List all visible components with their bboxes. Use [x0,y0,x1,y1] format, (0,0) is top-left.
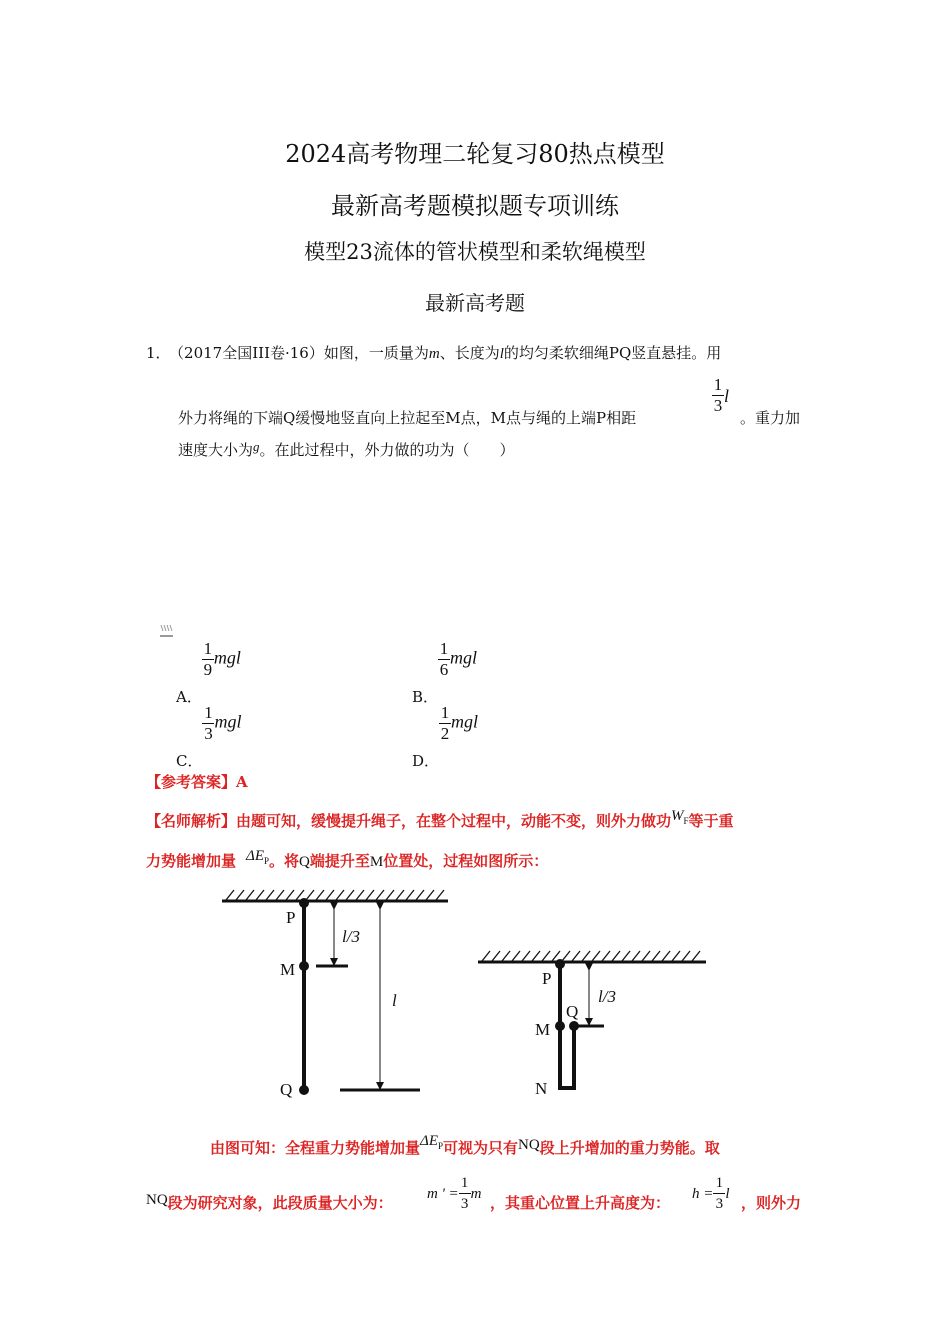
left-point-m [299,961,309,971]
left-label-q: Q [280,1080,293,1099]
section-heading: 最新高考题 [425,291,525,315]
right-label-p: P [542,969,552,988]
right-figure [478,951,706,1098]
conclusion-line-2b: ，其重心位置上升高度为： [490,1194,671,1212]
option-b[interactable]: B． $\frac{1}{6}$ mgl [412,639,478,706]
question-fraction: $\frac{1}{3}$ l [713,375,730,415]
left-point-q [299,1085,309,1095]
right-label-q: Q [566,1002,579,1021]
answer-label: 【参考答案】A [146,773,248,791]
right-point-m [555,1021,565,1031]
left-label-p: P [286,908,296,927]
question-number: 1． [146,344,171,362]
right-point-q [569,1021,579,1031]
title-line-1: 2024高考物理二轮复习80热点模型 [285,140,665,168]
title-line-3: 模型23流体的管状模型和柔软绳模型 [304,240,646,264]
option-d[interactable]: D． $\frac{1}{2}$ mgl [412,703,479,770]
question-line-2: 外力将绳的下端Q缓慢地竖直向上拉起至M点，M点与绳的上端P相距 [178,409,637,427]
mass-formula: m ' = $\frac{1}{3}$ m [427,1175,482,1212]
analysis-line-1: 【名师解析】由题可知，缓慢提升绳子，在整个过程中，动能不变，则外力做功$W_F$等于重 [146,808,734,830]
conclusion-line-2: NQ段为研究对象，此段质量大小为： [146,1192,393,1212]
left-point-p [299,898,309,908]
left-hatching [226,890,444,900]
option-a[interactable]: A． $\frac{1}{9}$ mgl [176,639,241,706]
left-label-l: l [392,991,397,1010]
option-c[interactable]: C． $\frac{1}{3}$ mgl [176,703,242,770]
title-line-2: 最新高考题模拟题专项训练 [331,192,619,220]
right-hatching [482,951,700,961]
analysis-line-2: 力势能增加量 $\Delta E_P$。将Q端提升至M位置处，过程如图所示： [146,848,549,870]
conclusion-line-1: 由图可知：全程重力势能增加量$\Delta E_P$可视为只有NQ段上升增加的重力势能。取 [210,1133,720,1157]
right-label-l3: l/3 [598,987,616,1006]
right-label-m: M [535,1020,551,1039]
left-figure [222,890,448,1099]
right-label-n: N [535,1079,548,1098]
left-label-m: M [280,960,296,979]
left-label-l3: l/3 [342,927,360,946]
conclusion-line-2c: ，则外力 [741,1194,802,1212]
height-formula: h = $\frac{1}{3}$ l [692,1175,730,1212]
question-line-1: 1． （2017全国III卷·16）如图，一质量为m、长度为l的均匀柔软细绳PQ竖直悬挂。用 [146,344,722,362]
question-line-2b: 。重力加 [740,409,801,427]
question-line-3: 速度大小为g。在此过程中，外力做的功为（ ） [178,439,515,459]
right-point-p [555,959,565,969]
